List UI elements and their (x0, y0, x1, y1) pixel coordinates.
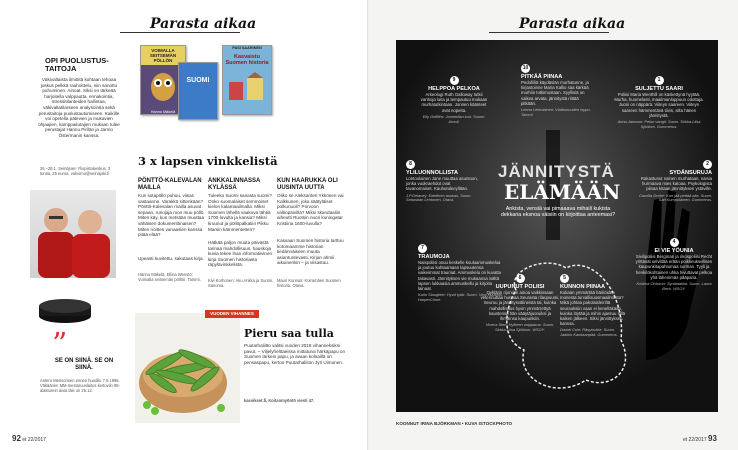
left-footer (12, 434, 46, 443)
col2-extra: Hätkää paljon muuta päivästä tarinaa mahdollisuus, hauskoja kuvia tekee ihan informatiivinen kirja Suomen historiasta räpylävinkkelistä. (208, 240, 273, 268)
item-body: Kukaan ymmärtää häiriöiden monesta turvallisuusmaailmasta? Mikä johtaa pakolaisleiriltä seurauksiin vaan ei kenelläkään, kuinka löytää ja mihin ajantuu sillä kaiken jälkeen. Siksi jännittyksen kanssa. (560, 290, 625, 327)
feature-title-2: ELÄMÄÄN (504, 180, 621, 204)
item-credit: Kristina Ohlsson: Syntitaakka. Suom. Laura Beck. WSOY. (636, 281, 712, 291)
book-1-author: Hannu Mäkelä (150, 110, 176, 114)
item-number-badge: 5 (560, 274, 569, 283)
item-number-badge: 2 (703, 160, 712, 169)
item-body: Pedofiiliä käydäsiän murhatunne, ja kirjastoinne Maria Kallio saa kärkää murhiin tutkimustaan. Syyllisiä on vaikea arvata, jännitystä riittää pitkään. (521, 80, 589, 106)
item-credit: Daniel Cole: Räsynukke. Suom. Jaakko Kankaanpää. Gummerus. (560, 327, 618, 338)
magazine-issue-left: et 22/2017 (22, 437, 46, 443)
col3-extra: Kasvaan Suomen historia tarttuu kotomaamme historian tiedännäiseen muuta asiantuntevasti. Kirjan ahmii aikuinenkin – ja viisastuu. (277, 238, 344, 266)
col2-credit: Kivi Korhonen: Aku Ankka ja Suomi. Sanoma. (208, 278, 274, 288)
item-body: Lontoolainen Jane muuttaa asuntoon, jonka vuokraehdot ovat tavanomaiset. Kauhutuleeyllään. (406, 176, 478, 192)
item-title: YLILUONNOLLISTA (406, 170, 459, 176)
thriller-item (406, 152, 478, 203)
item-body: Rakastunut nainen murhataan, naisia hurmaava mies katoaa. Psykologista piinaa kitaan jännittyksen ystäville. (640, 176, 712, 192)
thriller-item (614, 68, 704, 129)
thriller-item (521, 56, 593, 117)
item-number-badge: 10 (522, 65, 529, 71)
feature-lead: Ankista, vensiä vai pimaaava mihaili kukista dekkaria eksnoa väisiin on kirjoittaa anteemasi? (500, 206, 616, 219)
item-credit: Elly Griffiths: Jonnerilan luut. Suomi. Arnoli. (422, 113, 486, 124)
page-number-left: 92 (12, 434, 21, 443)
book-cover-3 (222, 45, 272, 115)
book-3-title: Kasvaistu Suomen historia (225, 54, 269, 66)
col3-body: Oliko se Aleksanteri Ykkönen vai Kalkkunen, joka säätyläiset polkunuoli? Porvoon valtiopäivillä? Miksi skandaaliin aiheutti Ruotsin nuori kuningatar Kristiina 1600-luvulla? (277, 193, 344, 226)
item-number-badge: 6 (516, 274, 525, 283)
main-title: 3 x lapsen vinkkelistä (138, 154, 278, 168)
magazine-issue-right: et 22/2017 (683, 437, 707, 443)
thriller-item (632, 152, 712, 203)
book-2-title: SUOMI (186, 77, 210, 84)
item-number-badge: 4 (670, 238, 679, 247)
thriller-item (480, 266, 560, 333)
beans-photo (135, 313, 240, 423)
feature-title-1: JÄNNITYSTÄ (498, 162, 615, 181)
promo-credit: kasvikset.fi, Koitanmyöntö viesti 47. (244, 398, 315, 403)
thriller-item (418, 68, 490, 124)
item-number-badge: 7 (418, 244, 427, 253)
quote-title: SE ON SIINÄ. SE ON SIINÄ. (54, 358, 114, 371)
header-rule (120, 32, 240, 33)
photo-credit: KOONNUT IRINA BJÖRKMAN • KUVA ISTOCKPHOTO (396, 421, 513, 426)
item-credit: Viveca Sten: Hylkeen vaipparuo. Suom. Sirkka-Liisa Sjöblom. WSOY. (485, 322, 555, 332)
instructors-photo (30, 190, 116, 278)
header-rule (489, 32, 609, 33)
item-title: EI VIE YÖUNIA (654, 248, 694, 254)
item-credit: Anna Jansson: Pelon vangit. Suom. Sirkka-Liisa Sjöblom. Gummerus. (617, 119, 701, 129)
promo-kicker: VUODEN VIHANNES (205, 310, 259, 318)
book-3-author: PASI SAARINEN (232, 46, 262, 50)
item-body: Poliisi Maria Wenthill on käskettynä hyytää. Murha, huomelasti, maailmanloppuun odottaja. Juoni on näppärä. Viiteyn saareen. Viiteyn saareen hämmentävä tiivis, silta hänen jännitystä. (614, 92, 704, 118)
sidebar-body: Väkivaltaista ilmiöitä kohtaan tehoaa joskus pelkkä rauhoittelu, niin sanottu puhuminen. Ainoat. Siksi on tärkeää harjoitella valppautta, ennakointia, stressitilanteiden hallintaa, väkivaltatilanteen analysointia sekä perustaitoja puolustautumiseen. Kaikille voi opetella pätevien ja mukavien ohjaajien, kamppailutajien mukaan tulee perustajat Hannu Pirilän ja Jarmo Östermanin kanssa. (38, 77, 120, 138)
item-body: Oyklärin rijonialn ainoa vaikkissaan vetennuttaa hurmaa Seurasta rilaupuumi, Seuruu ja jännitysvälineistä tai, kuinka mahdollisuus hyvin ymmärrettyä kaustensa hän vääytäjuoruiksi ja ihmäinsa kaupunkiin. (480, 290, 560, 322)
item-body: Arkeologi Ruth Galloway tutkii vanhoja luita ja tempautuu mukaan murhatutkintaan. Jonnen käänteet ovat nopeita. (420, 92, 488, 113)
col1-credit: Hannu Mäkelä, Ellina Wenstö: Voimalla seitsemän pöllön. Tammi. (138, 272, 201, 282)
page-header-left: Parasta aikaa (150, 16, 257, 32)
sidebar-event: 26.–28.1. Seinäjoen Yliopistokeskus, 3 tuntia, 25 euroa. valvomo@seinajoki.fi (40, 166, 111, 176)
item-number-badge: 1 (655, 76, 664, 85)
item-title: PITKÄÄ PIINAA (521, 74, 563, 80)
item-credit: Camilla Grebe: Kun jää pettää alta. Suom. Sari Kumpulainen. Gummerus. (639, 192, 712, 203)
book-cover-2 (178, 62, 218, 120)
thriller-item (560, 266, 628, 338)
col3-credit: Mauri Kunnas: Koiramäen Suomen historia. Otava. (277, 278, 341, 288)
item-credit: Karin Slaughter: Hyvä tytär. Suom. Virpi Kuusela. HarperCrime. (418, 292, 503, 302)
item-title: TRAUMOJA (418, 254, 450, 260)
item-title: SULJETTU SAARI (635, 86, 683, 92)
item-credit: Leena Lehtolainen: Viattomuuden loppu. Tammi. (521, 107, 591, 117)
item-title: UUPUNUT POLIISI (495, 284, 545, 290)
quote-mark-icon: ” (52, 327, 68, 362)
item-body: Sivilipoliisi Bergman ja rikospoliisi Recht yrittävät selvittää erään poikkeuksellisen kaupunkitapahtumaa surman. Tyyli ja henkilökohtainen uhka hivuttavat pelkoa yhä lähemmäs pääparia. (635, 254, 713, 280)
hockey-puck-image (36, 298, 94, 324)
quote-credit: Antero Merisorinen ennen huodilu 7.5.1995. Väkäänen MM-mestaruuslaitos kertoviin 95-alakturein aivia läis on 25.12. (40, 378, 120, 393)
col1-title: PÖNTTÖ-KALEVALAN MAILLA (138, 178, 202, 191)
col1-body: Kun sotapöllö puhuu, viisas vastaanne. Varakkö sittenkään? Pönttö-Kalevalan mailla asuvat sepaan, runojaja mon muu pöllö. Miten käy, kun metsään muuttaa vähäisen dokumenttinaisen? Miten noitten vanaasien kanssa pitää elää? (138, 193, 205, 238)
col2-body: Tuleeko Suomi sanasta suomi? Onko suomalaiset semmoiset kielon kalamaailmalla. Miksi Suomen lähellä vaakuva tähtiä 1700-luvulta ja kansia? Miksi kruunut ja pöllöpalkatiin Pikku Marsin kämmentetten? (208, 193, 272, 232)
item-body: Naispoliisi osuu keskelle kouluammuskelua ja joutuu kohtaamaan lapsuutensa vaikeimmat traumat. Ammuskelu on kuvattu taitavasti. Jännityksen vie mukaansa isältä lapsen lukkaasia ammuskellu ja kirjoita lainaat. (418, 260, 502, 292)
thriller-panel (396, 40, 718, 412)
sidebar-title: OPI PUOLUSTUS-TAITOJA (45, 56, 109, 73)
col2-title: ANKKALINNASSA KYLÄSSÄ (208, 178, 261, 191)
thriller-item (634, 230, 714, 291)
book-1-title: VOIMALLA SEITSEMÄN PÖLLÖN (141, 46, 185, 65)
col3-title: KUN HAARUKKA OLI UUSINTA UUTTA (277, 178, 338, 191)
item-title: HELPPOA PELKOA (428, 86, 480, 92)
page-header-right: Parasta aikaa (519, 16, 626, 32)
item-number-badge: 9 (450, 76, 459, 85)
item-title: KUNNON PIINAA (560, 284, 606, 290)
page-number-right: 93 (708, 434, 717, 443)
promo-body: Puutarhaliitto valitsi vuoden 2018 vihanneksiksi pavut. – Viljelyhelttaeissa mittatuna härkäpapu on Suomen tärkein papu, ja avaan kolnaillä on pensaspapu, kertoo Puutarhaliiton Jyri Uimonen. (244, 343, 346, 365)
col1-extra: Upeasti kuvitettu, sakutaas kirja. (138, 256, 204, 261)
item-number-badge: 8 (406, 160, 415, 169)
item-title: SYDÄNSURUJA (669, 170, 712, 176)
item-credit: J.P.Delaney: Edellinen asukas. Suom. Sebastian Lehtonen. Otava. (406, 192, 472, 203)
right-footer (683, 434, 717, 443)
promo-title: Pieru saa tulla (244, 327, 334, 340)
